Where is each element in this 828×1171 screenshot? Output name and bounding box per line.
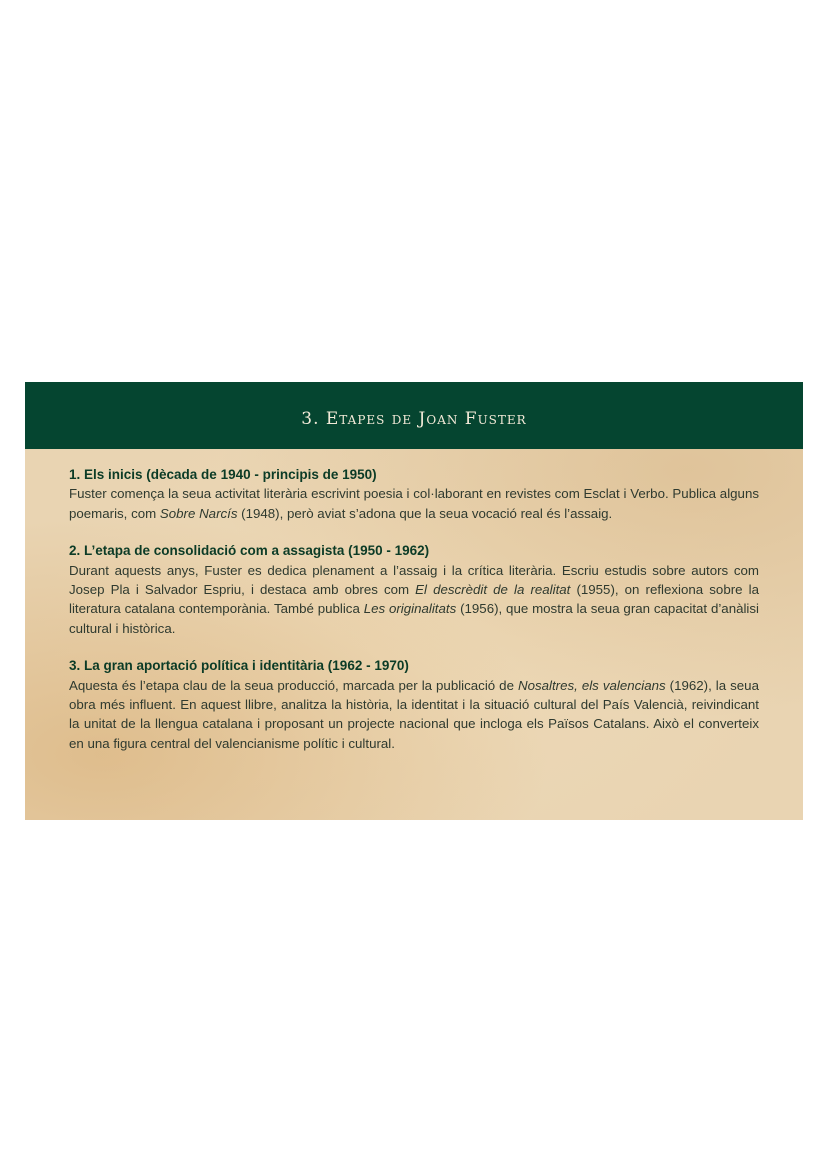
title-banner — [25, 382, 803, 449]
text-run: Aquesta és l’etapa clau de la seua producció, marcada per la publicació de — [69, 677, 518, 693]
section-1 — [69, 465, 759, 523]
section-paragraph — [69, 484, 759, 523]
section-paragraph — [69, 676, 759, 753]
content — [69, 465, 759, 771]
book-title: Nosaltres, els valencians — [517, 677, 666, 693]
text-run: Fuster comença la seua activitat literària escrivint poesia i col·laborant en revistes com Esclat i Verbo. Publica alguns poemaris, com — [69, 486, 759, 521]
text-run: (1955), on reflexiona sobre la literatura catalana contemporània. També publica — [69, 581, 759, 617]
slide — [25, 382, 803, 820]
book-title: Sobre Narcís — [159, 505, 238, 521]
section-heading: 1. Els inicis (dècada de 1940 - principis de 1950) — [69, 467, 377, 482]
slide-title: 3. Etapes de Joan Fuster — [301, 408, 527, 429]
section-2 — [69, 541, 759, 637]
text-run: (1948), però aviat s’adona que la seua vocació real és l’assaig. — [237, 505, 613, 521]
text-run: (1956), que mostra la seua gran capacitat d’anàlisi cultural i històrica. — [69, 601, 759, 636]
text-run: Durant aquests anys, Fuster es dedica plenament a l’assaig i la crítica literària. Escriu estudis sobre autors com Josep Pla i Salvador Espriu, i destaca amb obres com — [69, 562, 759, 597]
text-run: (1962), la seua obra més influent. En aquest llibre, analitza la història, la identitat i la situació cultural del País Valencià, reivindicant la unitat de la llengua catalana i proposant un projecte nacional que incloga els Països Catalans. Això el converteix en una figura central del valencianisme polític i cultural. — [69, 677, 759, 751]
book-title: El descrèdit de la realitat — [415, 581, 571, 597]
section-3 — [69, 656, 759, 752]
section-heading: 3. La gran aportació política i identitària (1962 - 1970) — [69, 658, 409, 674]
book-title: Les originalitats — [363, 601, 457, 617]
section-paragraph — [69, 561, 759, 638]
section-heading: 2. L’etapa de consolidació com a assagista (1950 - 1962) — [69, 543, 430, 559]
